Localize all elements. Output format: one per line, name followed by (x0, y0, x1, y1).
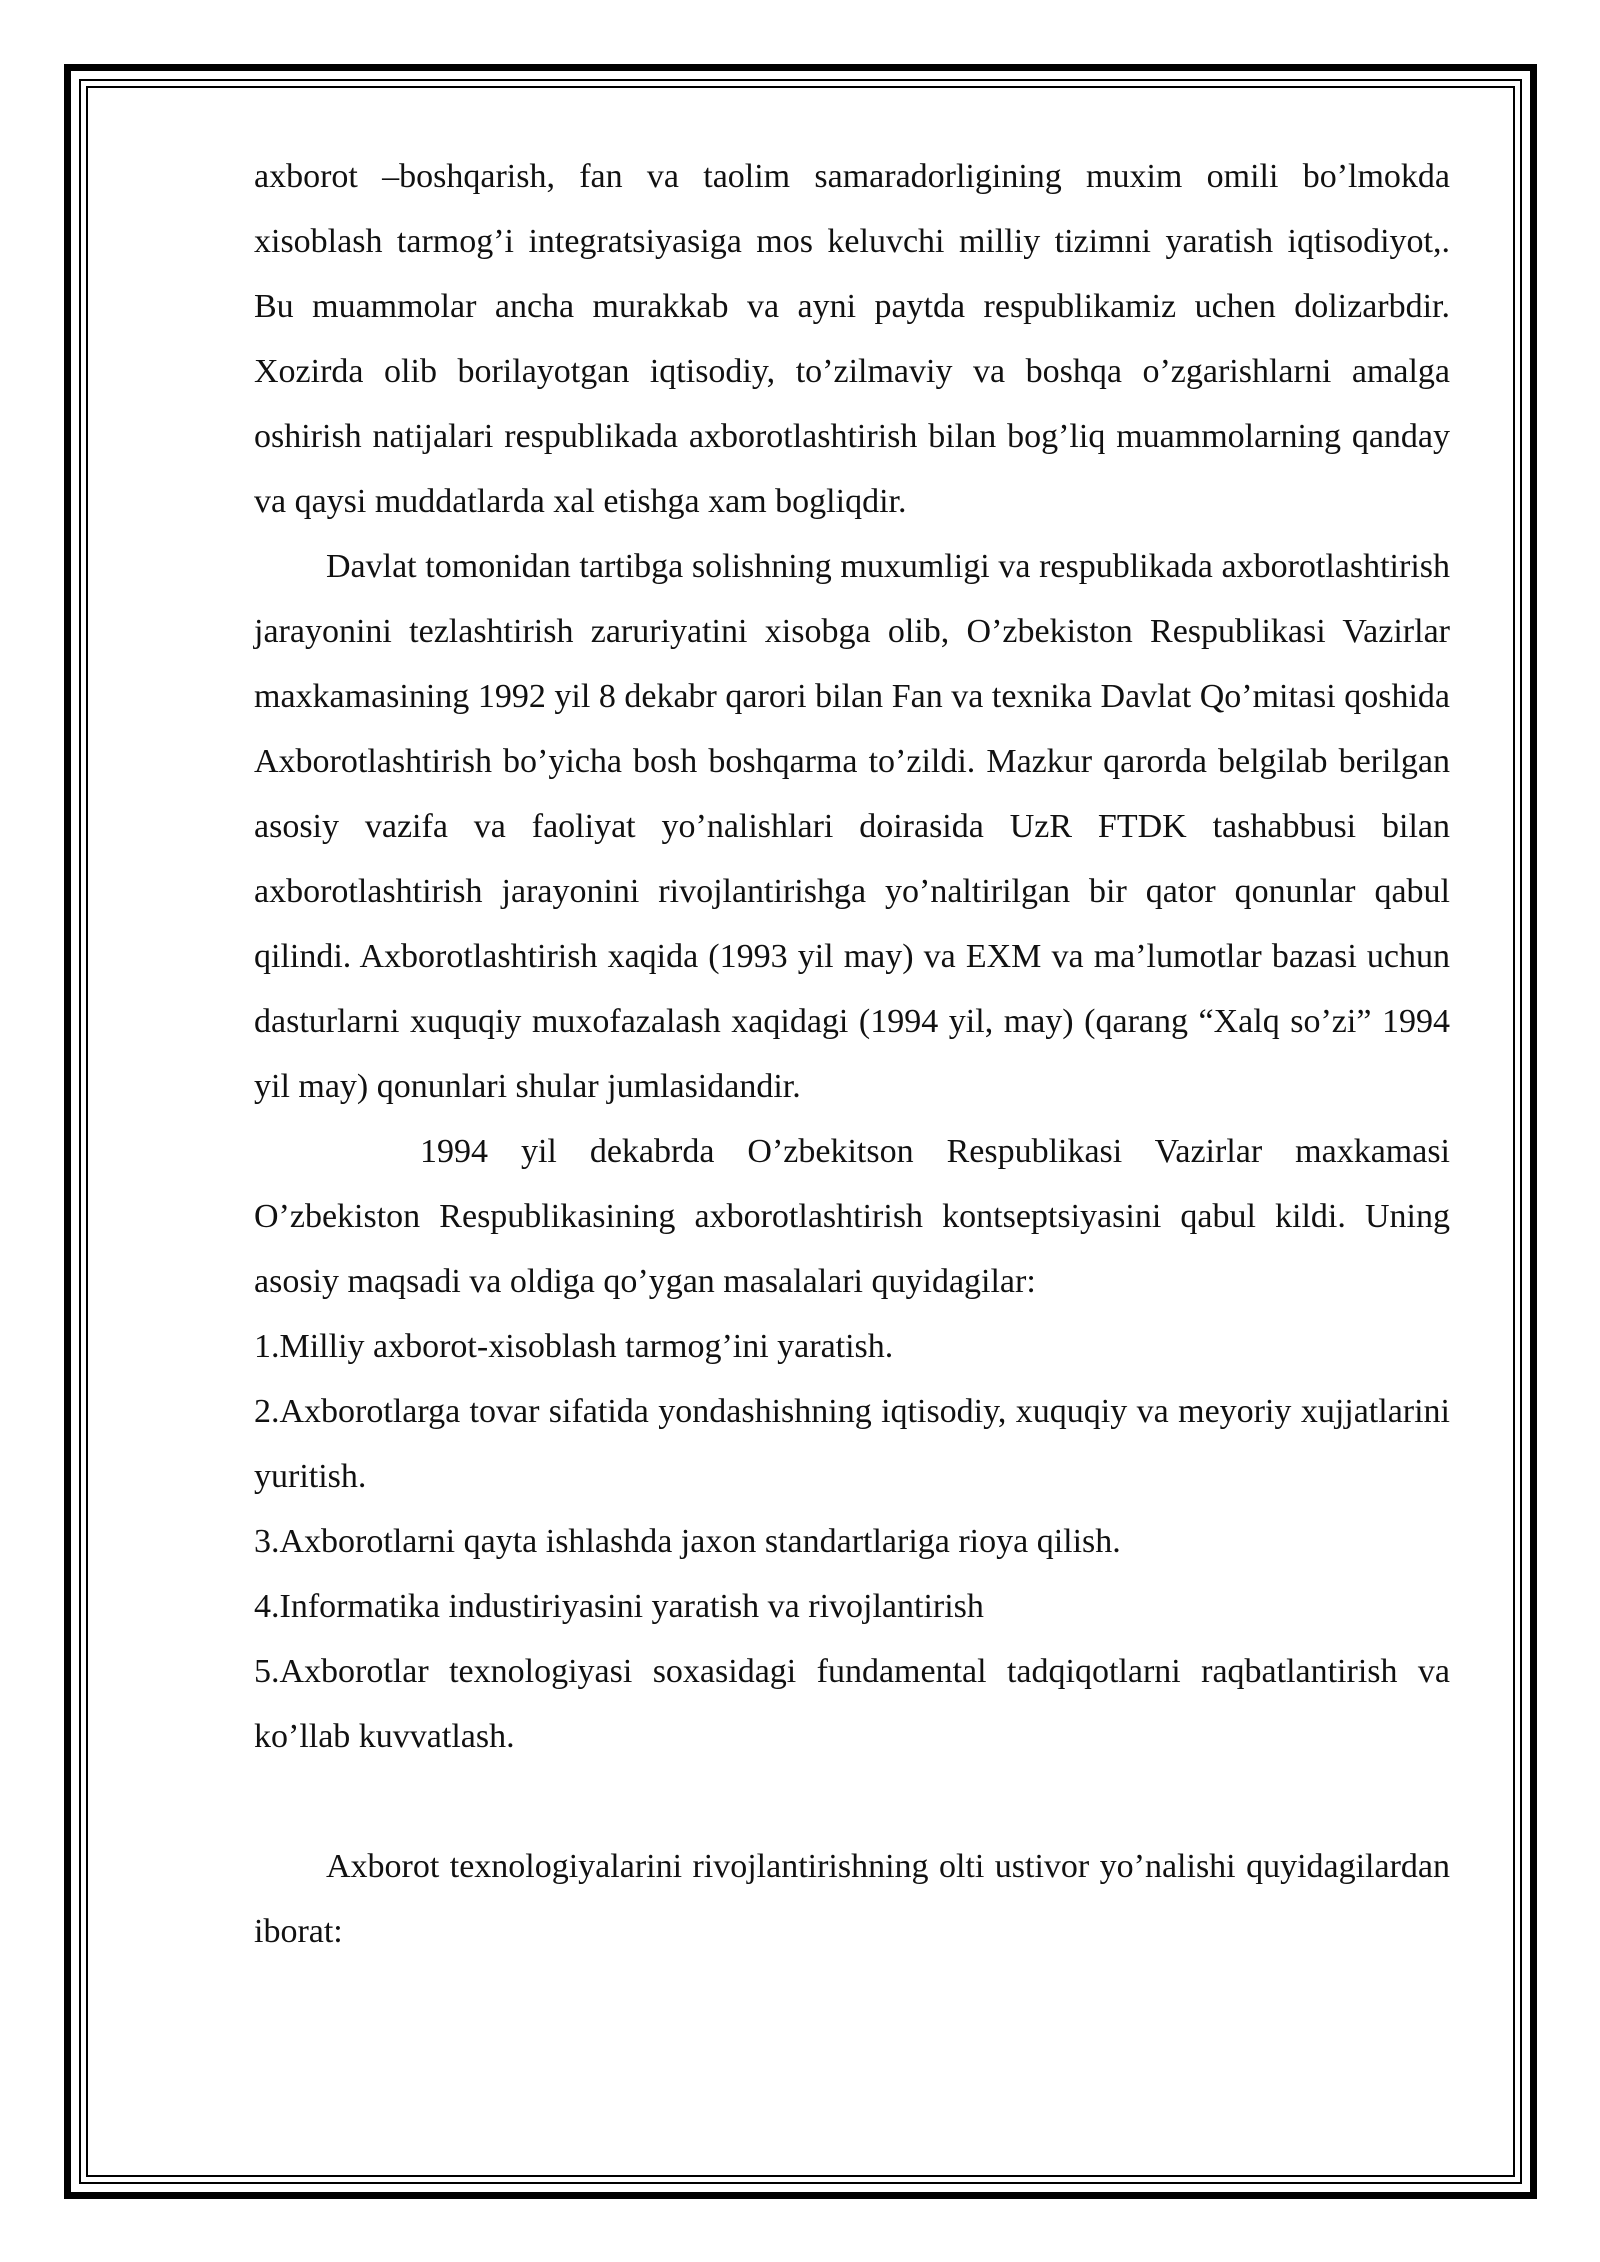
paragraph-1: axborot –boshqarish, fan va taolim samaradorligining muxim omili bo’lmokda xisoblash tarmog’i integratsiyasiga mos keluvchi milliy tizimni yaratish iqtisodiyot,. Bu muammolar ancha murakkab va ayni paytda respublikamiz uchen dolizarbdir. Xozirda olib borilayotgan iqtisodiy, to’zilmaviy va boshqa o’zgarishlarni amalga oshirish natijalari respublikada axborotlashtirish bilan bog’liq muammolarning qanday va qaysi muddatlarda xal etishga xam bogliqdir. (254, 158, 1450, 520)
list-item-5: 5.Axborotlar texnologiyasi soxasidagi fundamental tadqiqotlarni raqbatlantirish va ko’llab kuvvatlash. (254, 1653, 1450, 1755)
list-item-2: 2.Axborotlarga tovar sifatida yondashishning iqtisodiy, xuquqiy va meyoriy xujjatlarini yuritish. (254, 1393, 1450, 1495)
list-item-1: 1.Milliy axborot-xisoblash tarmog’ini yaratish. (254, 1328, 894, 1365)
paragraph-4: Axborot texnologiyalarini rivojlantirishning olti ustivor yo’nalishi quyidagilardan iborat: (254, 1848, 1450, 1950)
blank-line (254, 1769, 1450, 1834)
paragraph-2: Davlat tomonidan tartibga solishning muxumligi va respublikada axborotlashtirish jarayonini tezlashtirish zaruriyatini xisobga olib, O’zbekiston Respublikasi Vazirlar maxkamasining 1992 yil 8 dekabr qarori bilan Fan va texnika Davlat Qo’mitasi qoshida Axborotlashtirish bo’yicha bosh boshqarma to’zildi. Mazkur qarorda belgilab berilgan asosiy vazifa va faoliyat yo’nalishlari doirasida UzR FTDK tashabbusi bilan axborotlashtirish jarayonini rivojlantirishga yo’naltirilgan bir qator qonunlar qabul qilindi. Axborotlashtirish xaqida (1993 yil may) va EXM va ma’lumotlar bazasi uchun dasturlarni xuquqiy muxofazalash xaqidagi (1994 yil, may) (qarang “Xalq so’zi” 1994 yil may) qonunlari shular jumlasidandir. (254, 548, 1450, 1105)
list-item-4: 4.Informatika industiriyasini yaratish va rivojlantirish (254, 1588, 984, 1625)
paragraph-3: 1994 yil dekabrda O’zbekitson Respublikasi Vazirlar maxkamasi O’zbekiston Respublikasining axborotlashtirish kontseptsiyasini qabul kildi. Uning asosiy maqsadi va oldiga qo’ygan masalalari quyidagilar: (254, 1133, 1450, 1300)
document-body (254, 144, 1450, 1964)
list-item-3: 3.Axborotlarni qayta ishlashda jaxon standartlariga rioya qilish. (254, 1523, 1121, 1560)
